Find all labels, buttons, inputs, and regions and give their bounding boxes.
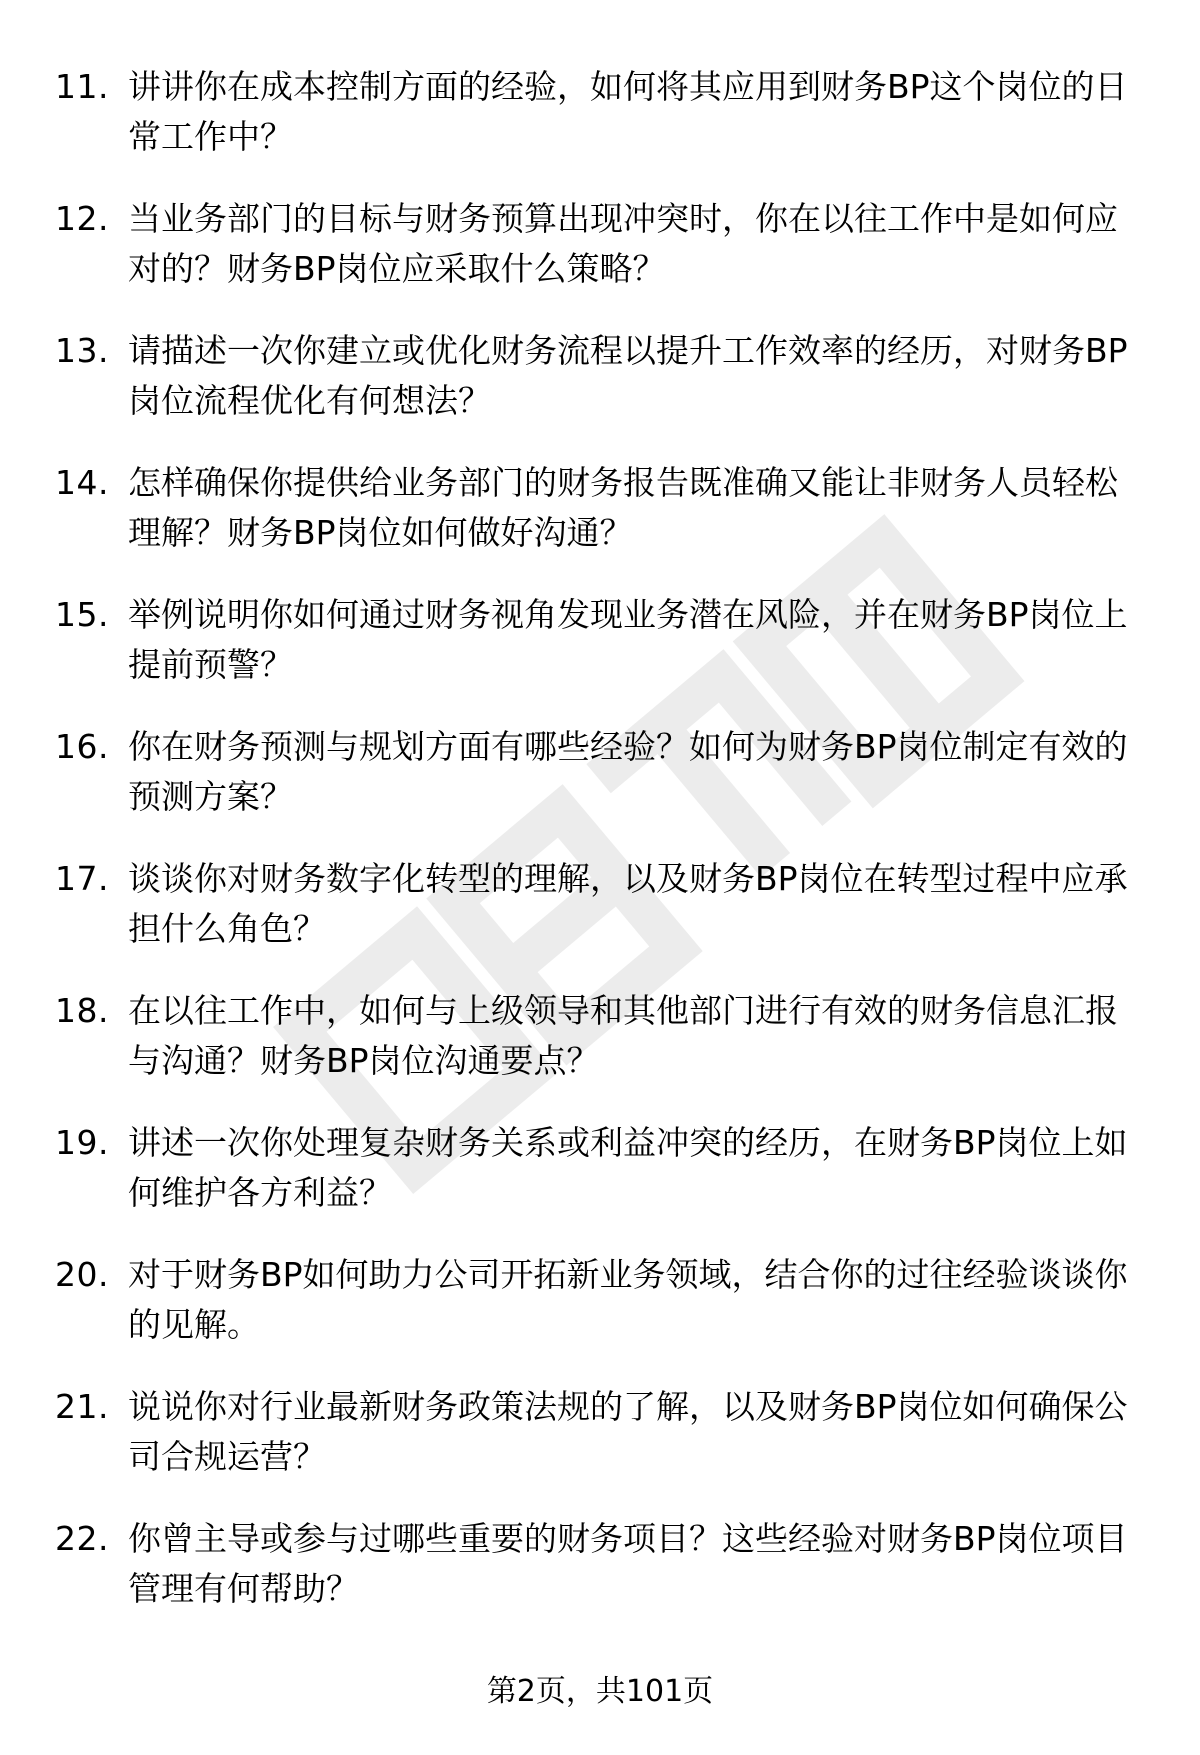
question-text: 谈谈你对财务数字化转型的理解，以及财务BP岗位在转型过程中应承担什么角色？	[128, 859, 1128, 948]
question-item	[0, 1118, 1200, 1250]
question-text: 怎样确保你提供给业务部门的财务报告既准确又能让非财务人员轻松理解？财务BP岗位如何做好沟通？	[128, 463, 1118, 552]
question-number: 19.	[55, 1123, 109, 1162]
question-number: 21.	[55, 1387, 109, 1426]
question-item	[0, 326, 1200, 458]
question-number: 22.	[55, 1519, 109, 1558]
question-text: 讲讲你在成本控制方面的经验，如何将其应用到财务BP这个岗位的日常工作中？	[128, 67, 1128, 156]
question-item	[0, 1514, 1200, 1646]
question-number: 15.	[55, 595, 109, 634]
question-number: 11.	[55, 67, 109, 106]
question-text: 在以往工作中，如何与上级领导和其他部门进行有效的财务信息汇报与沟通？财务BP岗位沟通要点？	[128, 991, 1118, 1080]
question-item	[0, 62, 1200, 194]
question-list	[0, 62, 1200, 1646]
question-text: 当业务部门的目标与财务预算出现冲突时，你在以往工作中是如何应对的？财务BP岗位应采取什么策略？	[128, 199, 1118, 288]
page-indicator: 第2页，共101页	[486, 1674, 714, 1709]
question-text: 说说你对行业最新财务政策法规的了解，以及财务BP岗位如何确保公司合规运营？	[128, 1387, 1128, 1476]
question-text: 对于财务BP如何助力公司开拓新业务领域，结合你的过往经验谈谈你的见解。	[128, 1255, 1128, 1344]
question-text: 举例说明你如何通过财务视角发现业务潜在风险，并在财务BP岗位上提前预警？	[128, 595, 1128, 684]
question-item	[0, 722, 1200, 854]
question-text: 讲述一次你处理复杂财务关系或利益冲突的经历，在财务BP岗位上如何维护各方利益？	[128, 1123, 1128, 1212]
question-number: 16.	[55, 727, 109, 766]
question-item	[0, 1250, 1200, 1382]
question-text: 你在财务预测与规划方面有哪些经验？如何为财务BP岗位制定有效的预测方案？	[128, 727, 1128, 816]
question-number: 18.	[55, 991, 109, 1030]
question-number: 14.	[55, 463, 109, 502]
question-number: 12.	[55, 199, 109, 238]
question-text: 请描述一次你建立或优化财务流程以提升工作效率的经历，对财务BP岗位流程优化有何想法？	[128, 331, 1128, 420]
question-item	[0, 458, 1200, 590]
question-text: 你曾主导或参与过哪些重要的财务项目？这些经验对财务BP岗位项目管理有何帮助？	[128, 1519, 1128, 1608]
question-item	[0, 854, 1200, 986]
question-number: 13.	[55, 331, 109, 370]
question-number: 20.	[55, 1255, 109, 1294]
question-number: 17.	[55, 859, 109, 898]
question-item	[0, 986, 1200, 1118]
question-item	[0, 1382, 1200, 1514]
question-item	[0, 194, 1200, 326]
question-item	[0, 590, 1200, 722]
